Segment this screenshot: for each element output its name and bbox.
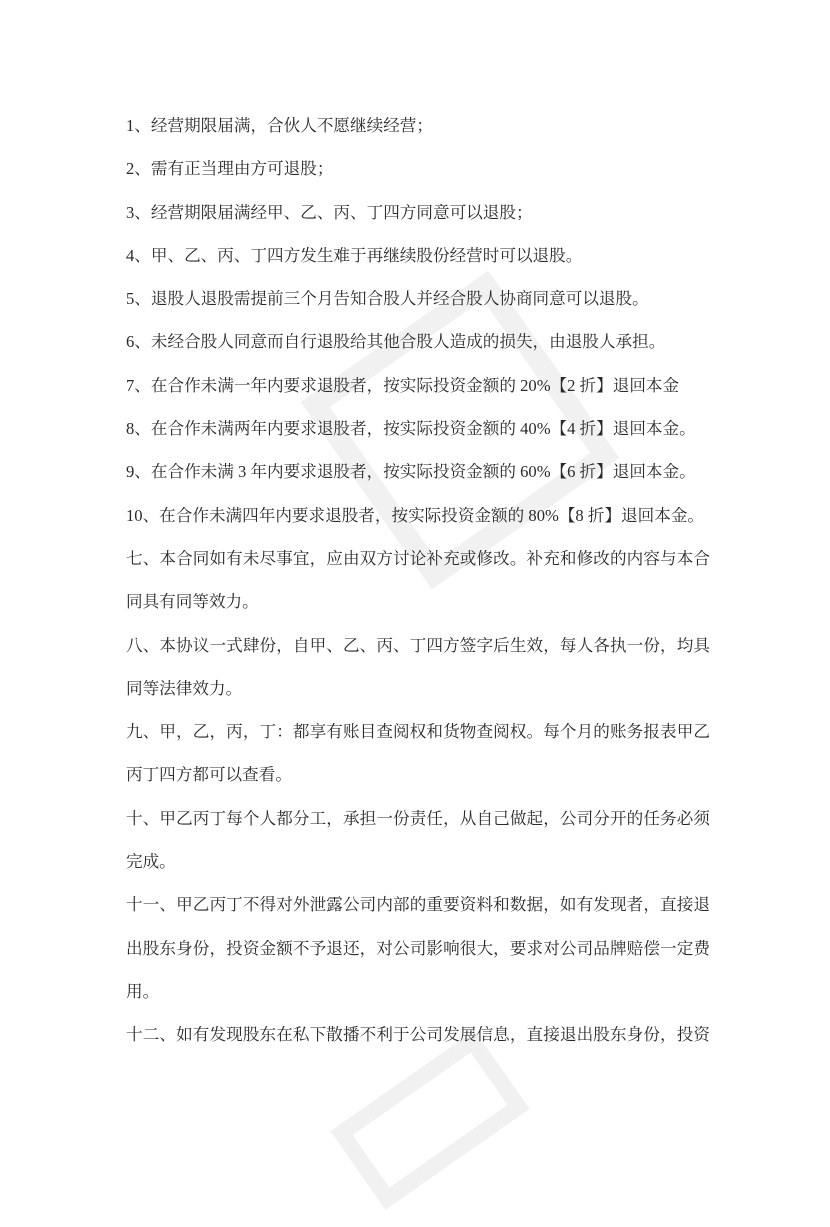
clause-12 <box>126 1013 710 1056</box>
list-item: 5、退股人退股需提前三个月告知合股人并经合股人协商同意可以退股。 <box>126 289 649 309</box>
list-item: 3、经营期限届满经甲、乙、丙、丁四方同意可以退股； <box>126 202 533 222</box>
clause-line: 完成。 <box>126 852 176 872</box>
list-item: 1、经营期限届满，合伙人不愿继续经营； <box>126 116 433 135</box>
list-item: 7、在合作未满一年内要求退股者，按实际投资金额的 20%【2 折】退回本金 <box>126 375 680 395</box>
list-item: 8、在合作未满两年内要求退股者，按实际投资金额的 40%【4 折】退回本金。 <box>126 419 696 439</box>
clause-line: 同具有同等效力。 <box>126 592 259 612</box>
list-item: 4、甲、乙、丙、丁四方发生难于再继续股份经营时可以退股。 <box>126 245 583 265</box>
clause-8 <box>126 624 710 711</box>
clause-11 <box>126 883 710 1013</box>
list-item: 6、未经合股人同意而自行退股给其他合股人造成的损失，由退股人承担。 <box>126 332 666 352</box>
list-item: 2、需有正当理由方可退股； <box>126 159 334 179</box>
clause-line: 七、本合同如有未尽事宜，应由双方讨论补充或修改。补充和修改的内容与本合 <box>126 548 710 568</box>
clause-line: 丙丁四方都可以查看。 <box>126 765 292 785</box>
document-body <box>126 104 710 1057</box>
list-item: 9、在合作未满 3 年内要求退股者，按实际投资金额的 60%【6 折】退回本金。 <box>126 462 696 482</box>
clause-line: 十一、甲乙丙丁不得对外泄露公司内部的重要资料和数据，如有发现者，直接退 <box>126 895 710 915</box>
clause-7 <box>126 537 710 624</box>
clause-line: 同等法律效力。 <box>126 678 243 698</box>
clause-10 <box>126 797 710 884</box>
clause-line: 九、甲，乙，丙，丁：都享有账目查阅权和货物查阅权。每个月的账务报表甲乙 <box>126 722 710 742</box>
clause-line: 十二、如有发现股东在私下散播不利于公司发展信息，直接退出股东身份，投资 <box>126 1025 710 1045</box>
clause-line: 用。 <box>126 981 160 1001</box>
clause-line: 十、甲乙丙丁每个人都分工，承担一份责任，从自己做起，公司分开的任务必须 <box>126 808 710 828</box>
clause-9 <box>126 710 710 797</box>
clause-line: 八、本协议一式肆份，自甲、乙、丙、丁四方签字后生效，每人各执一份，均具 <box>126 635 710 655</box>
clause-line: 出股东身份，投资金额不予退还，对公司影响很大，要求对公司品牌赔偿一定费 <box>126 938 710 958</box>
list-item: 10、在合作未满四年内要求退股者，按实际投资金额的 80%【8 折】退回本金。 <box>126 505 705 525</box>
